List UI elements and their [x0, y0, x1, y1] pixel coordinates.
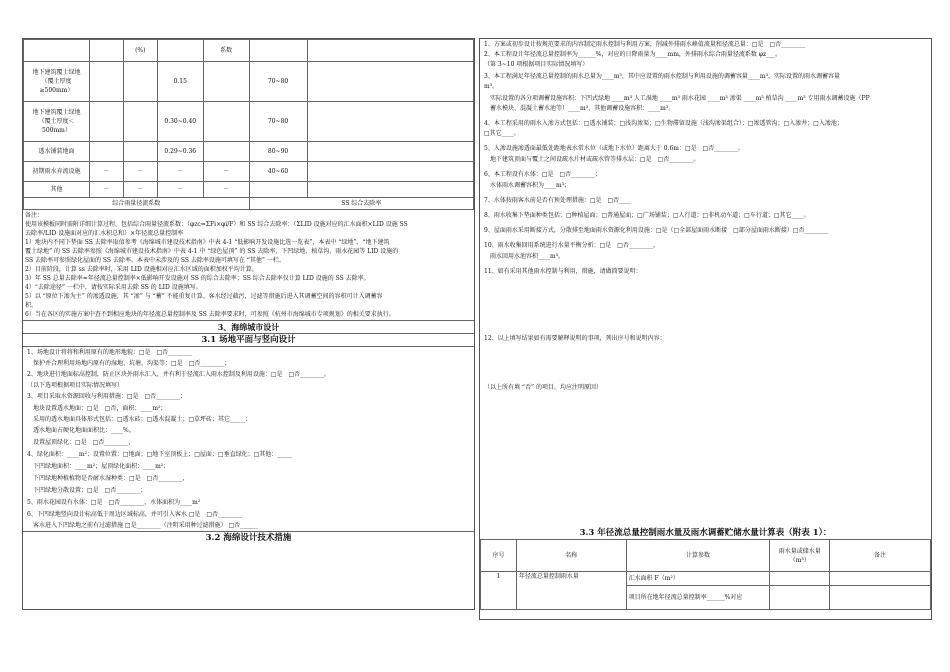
table-row — [24, 102, 474, 142]
runoff-coefficient-table — [23, 39, 474, 210]
table-cell: (%) — [123, 40, 157, 62]
table-row — [24, 162, 474, 182]
table-notes — [23, 210, 474, 320]
text-line: 备注： — [25, 212, 44, 219]
text-line: （以下选项根据项目实际情况填写） — [27, 382, 124, 389]
text-line: 6、下凹绿地竖向设计标高低于周边区域标高，并可引入客水 □是 □否________ — [27, 511, 243, 518]
param-catchment-area: 汇水面积 F（m²） — [626, 572, 770, 586]
table-cell — [307, 62, 474, 102]
ss-removal-rate: SS 综合去除率 — [249, 198, 473, 210]
table-cell — [249, 182, 307, 198]
text-line: （以上所有填 “否” 的项目，均应注明原因） — [484, 384, 602, 391]
table-cell — [89, 142, 123, 162]
table-cell: 0.30~0.40 — [157, 102, 203, 142]
text-line: 地下建筑顶面与覆土之间设疏水片材或疏水管等排水层：□是 □否________。 — [484, 156, 700, 163]
rainwater-calc-table — [480, 539, 931, 610]
table-row — [24, 142, 474, 162]
checklist-items — [480, 39, 931, 509]
table-cell — [24, 40, 90, 62]
text-line: 3、本工程满足年径流总量控制的雨水总量为____m³，其中应设置的雨水控制与利用设施的调蓄容量____m³，实际设置的雨水调蓄容量 — [484, 73, 841, 80]
table-cell: － — [89, 162, 123, 182]
table-cell — [307, 102, 474, 142]
text-line: 下凹绿地面积：____m²；屋顶绿化面积：____m²； — [27, 463, 170, 470]
text-line: 2）目前阶段，计算 ss 去除率时，采用 LID 设施相对应汇水区域的面积加权平均计算。 — [25, 266, 258, 273]
table-cell: 0.29~0.36 — [157, 142, 203, 162]
header-params: 计算参数 — [626, 540, 770, 572]
table-cell: － — [203, 182, 249, 198]
table-footer-row — [24, 198, 474, 210]
text-line: 蓄水模块、混凝土蓄水池等）____m³，其他调蓄设施容积：____m³。 — [484, 105, 675, 112]
table-cell: 其他 — [24, 182, 90, 198]
text-line: 12、以上填写结果如有需要解释说明的事项，列出序号和说明内容： — [484, 335, 666, 342]
text-line: 积。 — [25, 302, 38, 309]
text-line: 1）地块内不同下垫面 SS 去除率取值参考《海绵城市建设技术指南》中表 4-1 “低影响开发设施比选一览表”，本表中 “绿地”、“地下建筑 — [25, 239, 390, 246]
text-line: 8、雨水收集下垫面种类包括：□种植屋面；□普通屋面；□广场铺装；□人行道；□非机动车道；□车行道；□其它____。 — [484, 212, 810, 219]
table-cell — [123, 62, 157, 102]
text-line: 保护并合理利用场地内原有的湿地、坑塘、沟渠等：□是 □否________； — [27, 360, 231, 367]
header-remark: 备注 — [830, 540, 931, 572]
table-cell: － — [203, 162, 249, 182]
left-page — [22, 38, 475, 610]
table-cell: 地下建筑覆土绿地 （覆土厚度＜ 500mm） — [24, 102, 90, 142]
text-line: 下凹绿地种植植物是否耐水湿种类：□是 □否________， — [27, 475, 189, 482]
text-line: 水体雨水调蓄容积为____m³； — [484, 182, 571, 189]
table-cell: － — [157, 182, 203, 198]
table-cell: － — [123, 182, 157, 198]
text-line: 1、场地设计将将和利用原有的地形地貌：□是 □否________ — [27, 349, 193, 356]
text-line: 设置屋顶绿化：□是 □否________， — [27, 439, 135, 446]
row-name: 年径流总量控制雨水量 — [516, 572, 626, 610]
section-3-3-title: 3.3 年径流总量控制雨水量及雨水调蓄贮储水量计算表（附表 1）： — [579, 528, 832, 538]
text-line: 4、本工程采用的雨水入渗方式包括：□透水铺装；□浅沟渗渠；□生物滞留设施（浅沟渗渠组合）；□渗透管沟；□入渗井；□入渗池； — [484, 120, 843, 127]
table-cell — [203, 102, 249, 142]
header-volume: 雨水量或储水量（m³） — [770, 540, 830, 572]
section-3-1-items — [23, 347, 474, 531]
section-3-1-title: 3.1 场地平面与竖向设计 — [23, 334, 474, 347]
text-line: 5、入渗设施渗透面最低处距地表水常水位（或地下水位）距离大于 0.6m：□是 □否________。 — [484, 145, 745, 152]
header-no: 序号 — [481, 540, 517, 572]
text-line: 5）以 “原位下渗为主” 的渗透设施，其 “渗” 与 “蓄” 不能重复计算。客水经过截污，过滤等措施后进入其调蓄空间的容积可计入调蓄容 — [25, 293, 383, 300]
table-cell: 透水铺装地面 — [24, 142, 90, 162]
table-cell — [157, 40, 203, 62]
table-cell: 80~90 — [249, 142, 307, 162]
param-control-rate: 项目所在地年径流总量控制率______%对应 — [626, 586, 770, 610]
table-cell — [89, 102, 123, 142]
text-line: 雨水回用水池容积____m³。 — [484, 253, 565, 260]
text-line: 地块设置透水地面：□是 □否，面积：____m²； — [27, 405, 167, 412]
text-line: 6）当在各区的实施方案中查不到相应地块的年径流总量控制率及 SS 去除率要求时，可参照《杭州市海绵城市专项规划》的相关要求执行。 — [25, 311, 395, 318]
table-cell: 40~60 — [249, 162, 307, 182]
text-line: □其它____。 — [484, 130, 520, 137]
row-no: 1 — [481, 572, 517, 610]
section-3-title: 3、海绵城市设计 — [23, 320, 474, 334]
text-line: 使用该模板同时需附详细计算过程，包括综合雨量径流系数：（φzc=ΣFi×φi/F）和 SS 综合去除率：（ΣLID 设施对应的汇水面积×LID 设施 SS — [25, 221, 408, 228]
table-cell: 地下建筑覆土绿地 （覆土厚度 ≥500mm） — [24, 62, 90, 102]
table-cell: 70~80 — [249, 102, 307, 142]
text-line: 6、本工程设有水体：□是 □否________； — [484, 171, 602, 178]
table-cell: － — [123, 162, 157, 182]
text-line: 2、地块进行地面标高控制，防止区块外雨水汇入，并有利于径流汇入雨水控制及利用设施：□是 □否________。 — [27, 371, 331, 378]
text-line: 2、本工程设计年径流总量控制率为______%，对应的日降雨量为____mm，外排雨水综合雨量径流系数 φz___。 — [484, 51, 782, 58]
text-line: 1、方案或初步设计按规范要求的内容制定雨水控制与利用方案，削减外排雨水峰值流量和径流总量：□是 □否________ — [484, 41, 806, 48]
text-line: 透水地面占硬化地面面积比：____%。 — [27, 427, 135, 434]
table-cell — [307, 182, 474, 198]
table-cell: － — [157, 162, 203, 182]
table-cell — [307, 142, 474, 162]
table-cell — [203, 62, 249, 102]
text-line: 9、屋面雨水采用断接方式，分散排至地面雨水资源化利用设施：□是（□全部屋面雨水断接 □部分屋面雨水断接）□否________ — [484, 227, 829, 234]
table-cell — [89, 62, 123, 102]
table-cell — [203, 142, 249, 162]
section-3-2-title: 3.2 海绵设计技术措施 — [23, 531, 474, 544]
text-line: 下凹绿地分散设置：□是 □否________； — [27, 487, 147, 494]
text-line: （第 3~10 项根据项目实际情况填写） — [484, 61, 589, 68]
table-cell: 系数 — [203, 40, 249, 62]
table-cell: 初期雨水弃流设施 — [24, 162, 90, 182]
text-line: 10、雨水收集回用系统进行水量平衡分析：□是 □否________， — [484, 242, 659, 249]
text-line: 3）年 SS 总量去除率=年径流总量控制率×低影响开发设施对 SS 的综合去除率；SS 综合去除率仅计算 LID 设施的 SS 去除率。 — [25, 275, 370, 282]
text-line: 采用的透水地面具体形式包括：□透水砖；□透水混凝土；□草坪砖；其它_____； — [27, 416, 252, 423]
composite-runoff-coefficient: 综合雨量径流系数 — [24, 198, 250, 210]
text-line: 覆土绿地” 的 SS 去除率参照《海绵城市建设技术指南》中表 4-1 中 “绿色屋顶” 的 SS 去除率，下凹绿地、植草沟、雨水花园等 LID 设施的 — [25, 248, 399, 255]
text-line: 去除率/LID 设施面对应的汇水积总和）×年径流总量控制率 — [25, 230, 184, 237]
text-line: 实际设置的各分项调蓄设施容积：下凹式绿地 ____m³ 人工湿地 ____m³ 雨水花园 ____m³ 渗渠 ____m³ 植草沟 ____m³ 专用雨水调蓄设施（PP — [484, 95, 870, 102]
table-cell — [123, 142, 157, 162]
text-line: m³。 — [484, 83, 499, 90]
table-cell — [249, 40, 307, 62]
text-line: 7、水体按雨客水前是否有预处理措施：□是 □否____ — [484, 197, 632, 204]
table-cell — [89, 40, 123, 62]
table-cell: 0.15 — [157, 62, 203, 102]
table-cell — [307, 162, 474, 182]
table-row — [24, 62, 474, 102]
text-line: 4、绿化面积：____m²；设置位置：□地面；□地下室顶板上；□屋面；□垂直绿化；□其他：_____ — [27, 451, 293, 458]
table-cell — [307, 40, 474, 62]
table-header-row — [24, 40, 474, 62]
table-row — [24, 182, 474, 198]
text-line: SS 去除率可参照绿化屋面的 SS 去除率。本表中未涉及的 SS 去除率设施可填写在 “其他” 一栏。 — [25, 257, 285, 264]
header-name: 名称 — [516, 540, 626, 572]
text-line: 11、如有采用其他雨水控制与利用，措施，请做简要说明： — [484, 268, 642, 275]
table-cell — [123, 102, 157, 142]
table-cell: 70~80 — [249, 62, 307, 102]
table-cell: － — [89, 182, 123, 198]
text-line: 5、雨水花园设有水体：□是 □否________，水体面积为____m² — [27, 499, 201, 506]
text-line: 3、项目采取水资源回收与利用措施：□是 □否________； — [27, 393, 187, 400]
right-page — [479, 38, 932, 620]
text-line: 客水进入下凹绿地之前有过滤措施 □是________（注明采用种过滤措施） □否______ — [27, 522, 259, 529]
text-line: 4）“去除途径” 一栏中，请按实际采用去除 SS 的 LID 设施填写。 — [25, 284, 202, 291]
